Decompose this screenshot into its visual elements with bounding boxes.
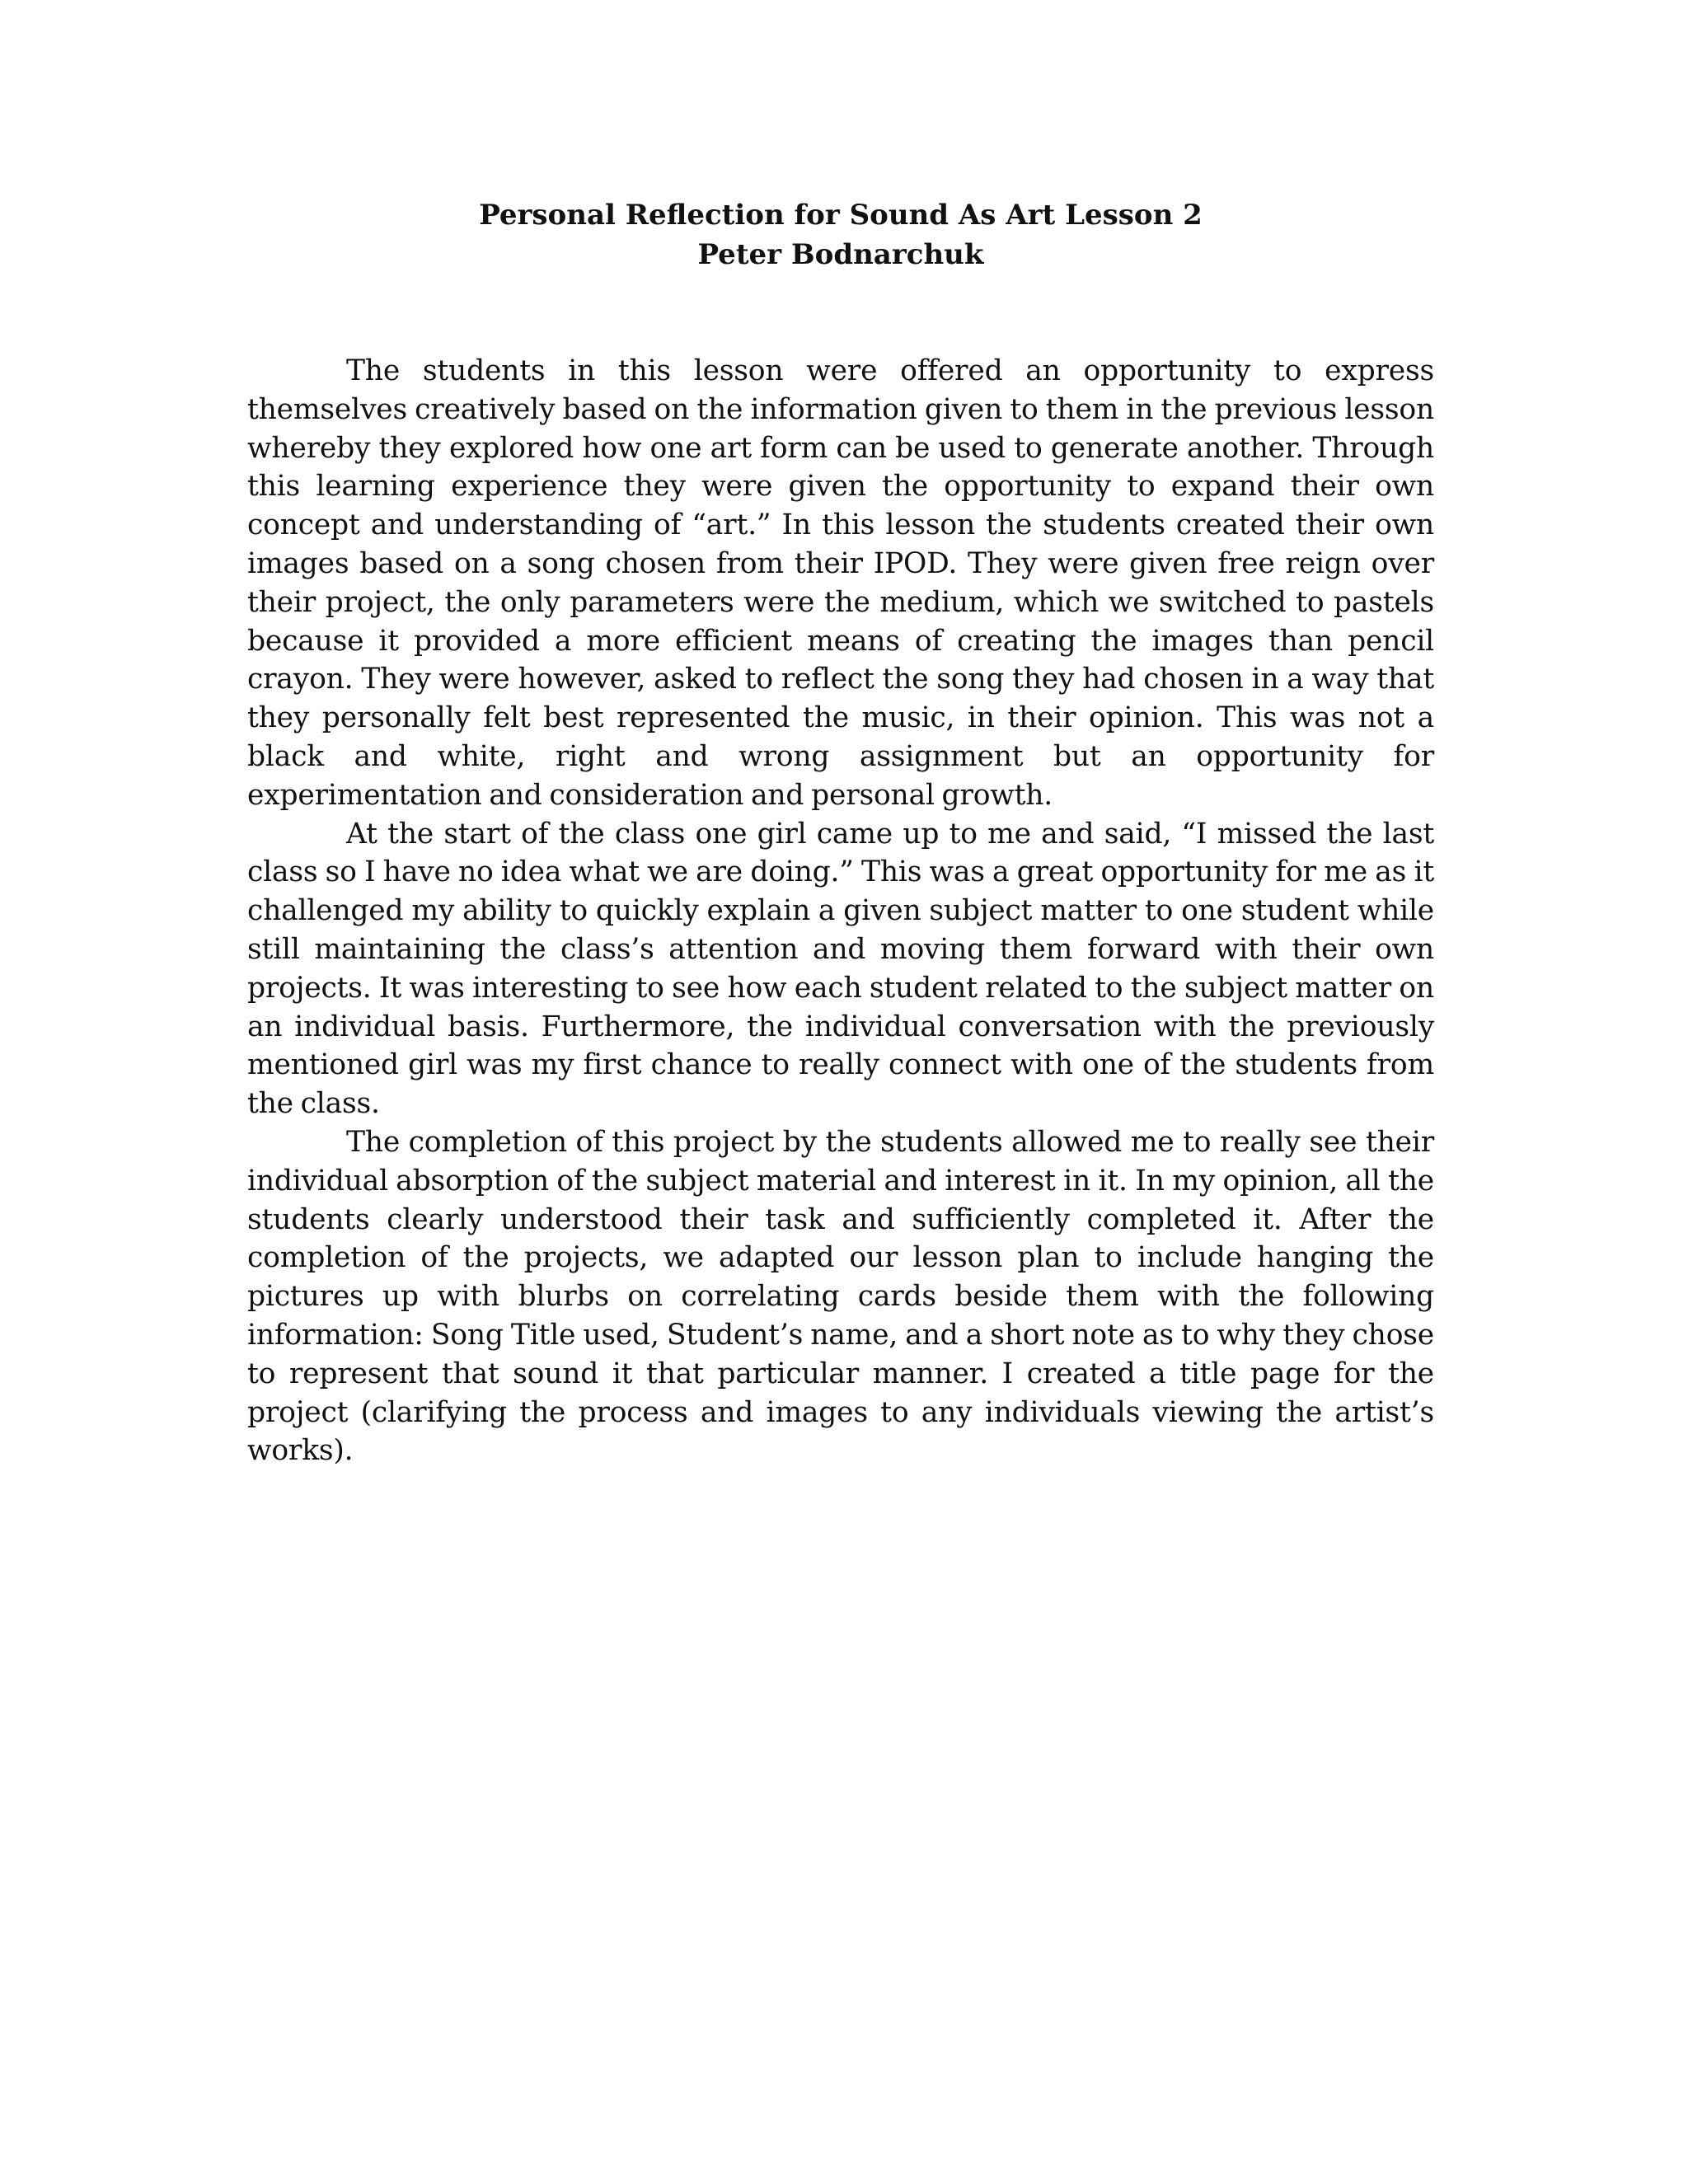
- paragraph: At the start of the class one girl came up to me and said, “I missed the last class so I have no idea what we are doing.” This was a great opportunity for me as it challenged my ability to quickly explain a given subject matter to one student while still maintaining the class’s attention and moving them forward with their own projects. It was interesting to see how each student related to the subject matter on an individual basis. Furthermore, the individual conversation with the previously mentioned girl was my first chance to really connect with one of the students from the class.: [247, 817, 1434, 1121]
- document-header: [247, 195, 1434, 274]
- document-title: Personal Reflection for Sound As Art Lesson 2: [479, 199, 1203, 232]
- paragraph: The completion of this project by the students allowed me to really see their individual absorption of the subject material and interest in it. In my opinion, all the students clearly understood their task and sufficiently completed it. After the completion of the projects, we adapted our lesson plan to include hanging the pictures up with blurbs on correlating cards beside them with the following information: Song Title used, Student’s name, and a short note as to why they chose to represent that sound it that particular manner. I created a title page for the project (clarifying the process and images to any individuals viewing the artist’s works).: [247, 1125, 1434, 1468]
- document-author: Peter Bodnarchuk: [697, 238, 984, 271]
- document-body: [247, 352, 1434, 1470]
- paragraph: The students in this lesson were offered an opportunity to express themselves creatively based on the information given to them in the previous lesson whereby they explored how one art form can be used to generate another. Through this learning experience they were given the opportunity to expand their own concept and understanding of “art.” In this lesson the students created their own images based on a song chosen from their IPOD. They were given free reign over their project, the only parameters were the medium, which we switched to pastels because it provided a more efficient means of creating the images than pencil crayon. They were however, asked to reflect the song they had chosen in a way that they personally felt best represented the music, in their opinion. This was not a black and white, right and wrong assignment but an opportunity for experimentation and consideration and personal growth.: [247, 354, 1434, 812]
